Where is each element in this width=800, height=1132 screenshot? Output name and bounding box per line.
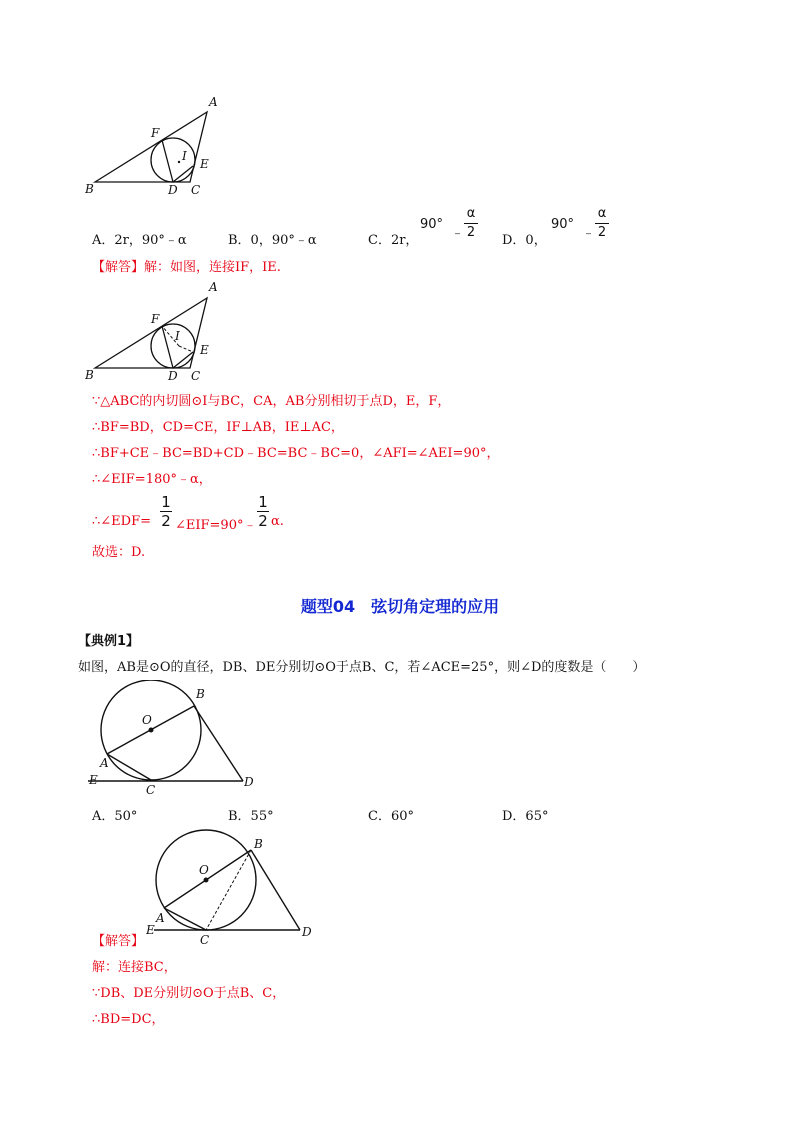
proof-line-5-middle: ∠EIF=90°﹣ — [175, 518, 257, 533]
proof-line-1: ∵△ABC的内切圆⊙I与BC，CA，AB分别相切于点D，E，F， — [92, 394, 451, 409]
svg-text:O: O — [199, 863, 209, 877]
proof-line-5-end: α. — [271, 514, 284, 529]
circle-tangent-figure — [86, 680, 266, 800]
option-d-minus: ﹣ — [582, 226, 596, 241]
svg-text:B: B — [254, 837, 263, 851]
fig1-label-i: I — [182, 149, 187, 163]
choice-line: 故选：D. — [92, 545, 146, 560]
half-fraction-2: 1 2 — [258, 493, 268, 530]
svg-text:C: C — [200, 933, 210, 946]
option-c-lead: 90° — [420, 217, 444, 232]
option-d: D．0， — [502, 233, 547, 248]
chord-bc-dashed — [206, 850, 251, 930]
example-label: 【典例1】 — [78, 634, 140, 649]
triangle-incircle-figure — [85, 92, 235, 197]
answer-heading: 【解答】解：如图，连接IF，IE. — [92, 260, 281, 275]
incircle — [151, 138, 195, 182]
proof-line-4: ∴∠EIF=180°﹣α， — [92, 472, 212, 487]
svg-text:A: A — [209, 280, 218, 294]
option-c: C．2r， — [368, 233, 419, 248]
option-d-fraction: α 2 — [595, 206, 609, 241]
svg-text:A: A — [100, 756, 109, 770]
option-c-fraction: α 2 — [464, 206, 478, 241]
svg-text:I: I — [175, 329, 180, 343]
example-solution-line-3: ∴BD=DC， — [92, 1012, 165, 1027]
svg-text:E: E — [200, 343, 209, 357]
fig1-label-d: D — [168, 183, 178, 197]
segment-fd — [162, 140, 173, 182]
tangent-db — [194, 706, 243, 781]
chord-ac — [107, 754, 151, 780]
proof-line-5-start: ∴∠EDF= — [92, 514, 151, 529]
svg-text:O: O — [142, 713, 152, 727]
circle-tangent-solution-figure — [146, 826, 326, 946]
proof-line-3: ∴BF+CE﹣BC=BD+CD﹣BC=BC﹣BC=0，∠AFI=∠AEI=90°， — [92, 446, 500, 461]
svg-text:D: D — [168, 369, 178, 383]
radius-ie — [179, 346, 193, 352]
example-answer-label: 【解答】 — [92, 934, 145, 949]
svg-text:A: A — [156, 911, 165, 925]
proof-line-2: ∴BF=BD，CD=CE，IF⊥AB，IE⊥AC， — [92, 420, 344, 435]
center-o — [149, 728, 154, 733]
svg-text:F: F — [151, 312, 160, 326]
option-a: A．2r，90°﹣α — [92, 233, 187, 248]
svg-text:B: B — [196, 687, 205, 701]
example-solution-line-2: ∵DB、DE分别切⊙O于点B、C， — [92, 986, 286, 1001]
option-b: B．0，90°﹣α — [228, 233, 317, 248]
example-question: 如图，AB是⊙O的直径，DB、DE分别切⊙O于点B、C，若∠ACE=25°，则∠D的度数是（ ） — [78, 660, 646, 675]
svg-text:D: D — [244, 775, 254, 789]
fig1-label-a: A — [209, 95, 218, 109]
section-title: 题型04 弦切角定理的应用 — [300, 597, 500, 616]
example-option-a: A．50° — [92, 809, 138, 824]
fig1-label-c: C — [191, 183, 201, 197]
svg-text:C: C — [146, 783, 156, 797]
fig1-label-e: E — [200, 157, 209, 171]
half-fraction-1: 1 2 — [161, 493, 171, 530]
svg-text:C: C — [191, 369, 201, 383]
svg-text:E: E — [89, 773, 98, 787]
example-option-b: B．55° — [228, 809, 274, 824]
example-option-d: D．65° — [502, 809, 549, 824]
fig1-label-f: F — [151, 126, 160, 140]
option-d-lead: 90° — [551, 217, 575, 232]
option-c-minus: ﹣ — [451, 226, 465, 241]
triangle-incircle-solution-figure — [85, 276, 235, 384]
example-option-c: C．60° — [368, 809, 414, 824]
example-solution-line-1: 解：连接BC， — [92, 960, 177, 975]
svg-text:E: E — [146, 923, 155, 937]
svg-text:B: B — [85, 368, 94, 382]
svg-text:D: D — [302, 925, 312, 939]
fig1-label-b: B — [85, 182, 94, 196]
